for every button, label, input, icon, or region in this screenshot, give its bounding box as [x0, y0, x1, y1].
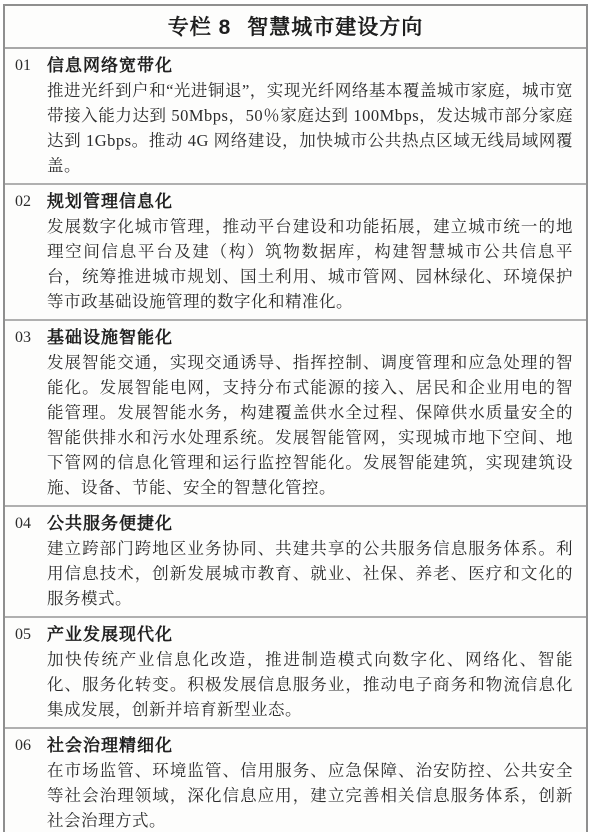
section-heading: 规划管理信息化 [47, 192, 173, 211]
section-body: 加快传统产业信息化改造，推进制造模式向数字化、网络化、智能化、服务化转变。积极发展信息服务业，推动电子商务和物流信息化集成发展，创新并培育新型业态。 [47, 650, 573, 719]
section-number: 02 [15, 193, 31, 210]
section-body: 发展数字化城市管理，推动平台建设和功能拓展，建立城市统一的地理空间信息平台及建（构）筑物数据库，构建智慧城市公共信息平台，统筹推进城市规划、国土利用、城市管网、园林绿化、环境保护等市政基础设施管理的数字化和精准化。 [47, 217, 573, 311]
section-number: 03 [15, 329, 31, 346]
section-number: 06 [15, 737, 31, 754]
section-body: 建立跨部门跨地区业务协同、共建共享的公共服务信息服务体系。利用信息技术，创新发展城市教育、就业、社保、养老、医疗和文化的服务模式。 [47, 539, 573, 608]
box-title-text: 智慧城市建设方向 [247, 16, 424, 39]
section-number: 05 [15, 626, 31, 643]
section-number: 01 [15, 57, 31, 74]
section-heading: 公共服务便捷化 [47, 514, 173, 533]
section-row [5, 49, 586, 183]
section-row [5, 727, 586, 832]
section-row [5, 319, 586, 505]
section-heading: 社会治理精细化 [47, 736, 173, 755]
box-title-label: 专栏 8 [167, 16, 232, 39]
section-heading: 产业发展现代化 [47, 625, 173, 644]
section-content [47, 53, 586, 178]
section-content [47, 622, 586, 722]
section-heading: 基础设施智能化 [47, 328, 173, 347]
section-row [5, 183, 586, 319]
section-content [47, 733, 586, 832]
section-heading: 信息网络宽带化 [47, 56, 173, 75]
section-content [47, 325, 586, 500]
column-box [3, 4, 588, 832]
section-body: 在市场监管、环境监管、信用服务、应急保障、治安防控、公共安全等社会治理领域，深化信息应用，建立完善相关信息服务体系，创新社会治理方式。 [47, 761, 573, 830]
section-row [5, 616, 586, 727]
section-body: 推进光纤到户和“光进铜退”，实现光纤网络基本覆盖城市家庭，城市宽带接入能力达到 50Mbps，50％家庭达到 100Mbps，发达城市部分家庭达到 1Gbps。推动 4G 网络建设，加快城市公共热点区域无线局域网覆盖。 [47, 81, 573, 175]
section-body: 发展智能交通，实现交通诱导、指挥控制、调度管理和应急处理的智能化。发展智能电网，支持分布式能源的接入、居民和企业用电的智能管理。发展智能水务，构建覆盖供水全过程、保障供水质量安全的智能供排水和污水处理系统。发展智能管网，实现城市地下空间、地下管网的信息化管理和运行监控智能化。发展智能建筑，实现建筑设施、设备、节能、安全的智慧化管控。 [47, 353, 573, 497]
box-title [5, 6, 586, 49]
section-number: 04 [15, 515, 31, 532]
section-content [47, 189, 586, 314]
section-row [5, 505, 586, 616]
section-content [47, 511, 586, 611]
